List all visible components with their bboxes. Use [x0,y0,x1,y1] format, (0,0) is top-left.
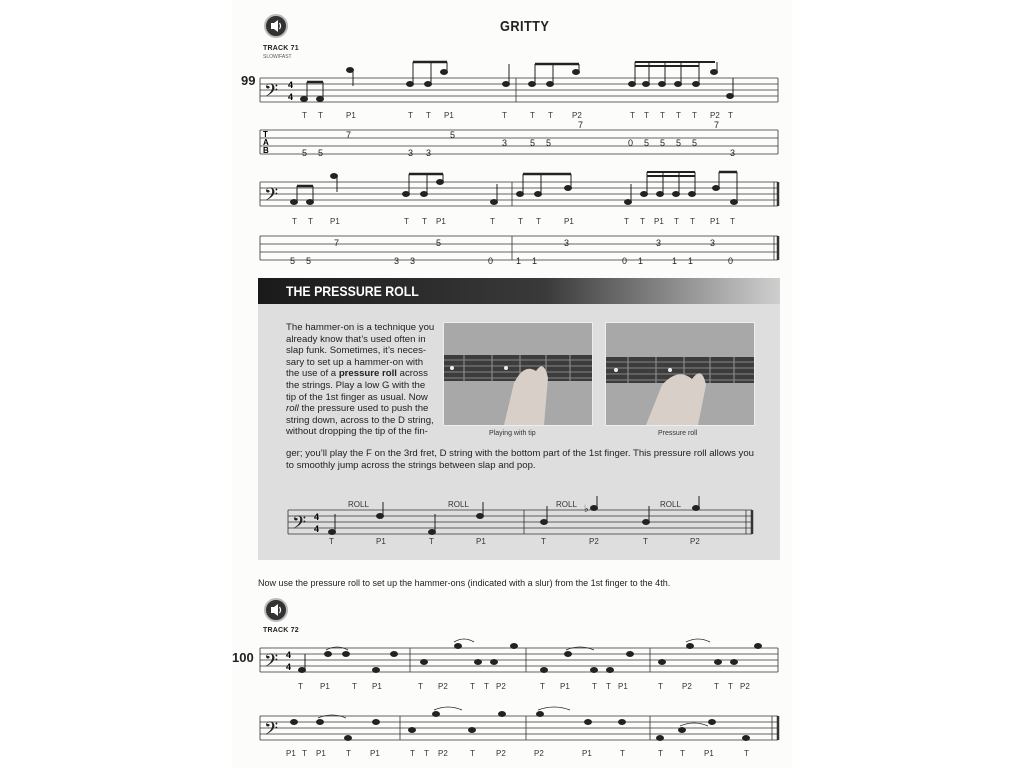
svg-text:1: 1 [672,256,678,266]
technique-mark: T [352,682,357,691]
technique-mark: P1 [372,682,382,691]
svg-text:P1: P1 [564,217,574,226]
technique-mark: T [424,749,429,758]
svg-text:5: 5 [644,138,650,148]
svg-text:♭: ♭ [584,504,589,515]
svg-text:P1: P1 [330,217,340,226]
svg-text:5: 5 [450,130,456,140]
bold-term: pressure roll [338,368,397,380]
paragraph-line: string down, across to the D string, [286,414,434,426]
lesson-paragraph-continued [286,448,766,471]
track-tempo: SLOW/FAST [263,54,292,60]
italic-term: roll [286,403,299,415]
text: across [396,368,428,380]
svg-text:T: T [676,111,681,120]
technique-mark: T [302,749,307,758]
technique-mark: T [541,537,546,546]
page-title: GRITTY [500,18,550,35]
paragraph-line: tip of the 1st finger as usual. Now [286,391,428,403]
pressure-roll-staff [286,494,756,548]
svg-text:3: 3 [730,148,736,158]
technique-mark: T [592,682,597,691]
svg-text:5: 5 [306,256,312,266]
svg-text:5: 5 [530,138,536,148]
fretboard-hand-illustration [444,323,592,425]
svg-text:5: 5 [318,148,324,158]
photo-caption: Playing with tip [489,430,536,437]
svg-text:3: 3 [426,148,432,158]
svg-text:T: T [502,111,507,120]
example-99-row2 [258,168,780,278]
svg-text:𝄢: 𝄢 [292,512,307,537]
svg-text:0: 0 [622,256,628,266]
svg-text:5: 5 [302,148,308,158]
technique-mark: T [329,537,334,546]
svg-text:P1: P1 [346,111,356,120]
technique-mark: T [470,682,475,691]
technique-mark: T [620,749,625,758]
svg-text:0: 0 [628,138,634,148]
roll-label: ROLL [660,500,681,509]
svg-text:T: T [518,217,523,226]
svg-text:0: 0 [488,256,494,266]
svg-text:T: T [690,217,695,226]
technique-mark: T [470,749,475,758]
svg-text:T: T [422,217,427,226]
photo-caption: Pressure roll [658,430,698,437]
example-number: 99 [241,73,256,88]
technique-mark: P2 [496,749,506,758]
paragraph-line: already know that’s used often in [286,333,426,345]
text: the use of a [286,368,339,380]
technique-mark: T [429,537,434,546]
fretboard-hand-illustration [606,323,754,425]
svg-text:T: T [536,217,541,226]
paragraph-line [286,368,436,380]
paragraph-line: the strings. Play a low G with the [286,379,426,391]
technique-mark: P2 [438,682,448,691]
roll-label: ROLL [556,500,577,509]
svg-text:5: 5 [546,138,552,148]
svg-text:T: T [644,111,649,120]
technique-mark: P1 [316,749,326,758]
paragraph-line: ger; you’ll play the F on the 3rd fret, D string with the bottom part of the 1st finger. This pressure roll allows you [286,448,755,459]
svg-text:3: 3 [502,138,508,148]
paragraph-line: The hammer-on is a technique you [286,322,435,333]
technique-mark: P1 [376,537,386,546]
svg-text:T: T [292,217,297,226]
svg-text:3: 3 [656,238,662,248]
svg-text:T: T [404,217,409,226]
svg-text:T: T [692,111,697,120]
section-title: THE PRESSURE ROLL [286,283,419,299]
svg-text:1: 1 [638,256,644,266]
technique-mark: T [484,682,489,691]
svg-text:7: 7 [714,120,720,130]
svg-text:T: T [728,111,733,120]
svg-text:P1: P1 [444,111,454,120]
svg-text:P1: P1 [654,217,664,226]
text: the pressure used to push the [298,403,429,415]
svg-text:T: T [263,130,268,139]
photo-pressure-roll [605,322,755,426]
paragraph-line [286,403,436,415]
svg-text:1: 1 [532,256,538,266]
svg-text:A: A [263,138,269,147]
technique-mark: P1 [560,682,570,691]
svg-text:T: T [308,217,313,226]
technique-mark: P2 [682,682,692,691]
svg-text:7: 7 [578,120,584,130]
roll-label: ROLL [348,500,369,509]
technique-mark: P2 [740,682,750,691]
svg-text:P1: P1 [710,217,720,226]
svg-text:T: T [630,111,635,120]
lesson-paragraph [286,322,436,438]
speaker-icon[interactable] [264,598,288,622]
example-number: 100 [232,650,254,665]
technique-mark: P2 [589,537,599,546]
speaker-icon[interactable] [264,14,288,38]
paragraph-line: to smoothly jump across the strings between slap and pop. [286,459,536,471]
technique-mark: T [346,749,351,758]
track-label: TRACK 72 [263,627,299,634]
svg-text:T: T [640,217,645,226]
example-99-row1 [258,58,780,168]
svg-text:3: 3 [410,256,416,266]
svg-text:5: 5 [692,138,698,148]
svg-text:T: T [624,217,629,226]
svg-text:T: T [660,111,665,120]
svg-text:5: 5 [660,138,666,148]
svg-text:5: 5 [436,238,442,248]
paragraph-line: slap funk. Sometimes, it’s neces- [286,345,427,357]
technique-mark: P2 [496,682,506,691]
svg-text:𝄢: 𝄢 [264,650,279,675]
technique-mark: T [658,682,663,691]
instruction-text: Now use the pressure roll to set up the hammer-ons (indicated with a slur) from the 1st finger to the 4th. [258,578,671,588]
svg-text:5: 5 [290,256,296,266]
technique-mark: P2 [690,537,700,546]
svg-text:3: 3 [710,238,716,248]
paragraph-line: without dropping the tip of the fin- [286,426,428,438]
svg-text:T: T [548,111,553,120]
svg-text:T: T [530,111,535,120]
svg-text:𝄢: 𝄢 [264,184,279,209]
technique-mark: P1 [618,682,628,691]
svg-text:𝄢: 𝄢 [264,80,279,105]
svg-text:3: 3 [564,238,570,248]
svg-text:T: T [490,217,495,226]
technique-mark: P2 [534,749,544,758]
technique-mark: P1 [320,682,330,691]
track-label: TRACK 71 [263,45,299,52]
technique-mark: P2 [438,749,448,758]
technique-mark: T [540,682,545,691]
svg-text:4: 4 [286,650,292,660]
technique-mark: P1 [704,749,714,758]
technique-mark: T [410,749,415,758]
svg-text:7: 7 [346,130,352,140]
svg-text:4: 4 [314,512,320,522]
technique-mark: T [606,682,611,691]
svg-text:3: 3 [394,256,400,266]
photo-playing-with-tip [443,322,593,426]
svg-text:3: 3 [408,148,414,158]
svg-text:T: T [674,217,679,226]
svg-text:P2: P2 [572,111,582,120]
svg-text:4: 4 [288,80,294,90]
example-100 [258,632,780,768]
technique-mark: T [680,749,685,758]
paragraph-line: sary to set up a hammer-on with [286,356,424,368]
svg-text:4: 4 [314,524,320,534]
svg-text:T: T [730,217,735,226]
svg-text:T: T [408,111,413,120]
technique-mark: T [418,682,423,691]
svg-text:T: T [426,111,431,120]
technique-mark: P1 [370,749,380,758]
svg-text:B: B [263,146,269,155]
svg-text:1: 1 [688,256,694,266]
svg-text:T: T [302,111,307,120]
svg-text:1: 1 [516,256,522,266]
roll-label: ROLL [448,500,469,509]
technique-mark: T [728,682,733,691]
technique-mark: T [714,682,719,691]
svg-text:4: 4 [286,662,292,672]
svg-text:P2: P2 [710,111,720,120]
svg-text:𝄢: 𝄢 [264,718,279,743]
technique-mark: T [658,749,663,758]
svg-text:T: T [318,111,323,120]
svg-text:7: 7 [334,238,340,248]
svg-text:P1: P1 [436,217,446,226]
svg-text:0: 0 [728,256,734,266]
svg-text:5: 5 [676,138,682,148]
technique-mark: T [298,682,303,691]
technique-mark: T [744,749,749,758]
technique-mark: P1 [286,749,296,758]
svg-text:4: 4 [288,92,294,102]
technique-mark: P1 [582,749,592,758]
technique-mark: P1 [476,537,486,546]
technique-mark: T [643,537,648,546]
